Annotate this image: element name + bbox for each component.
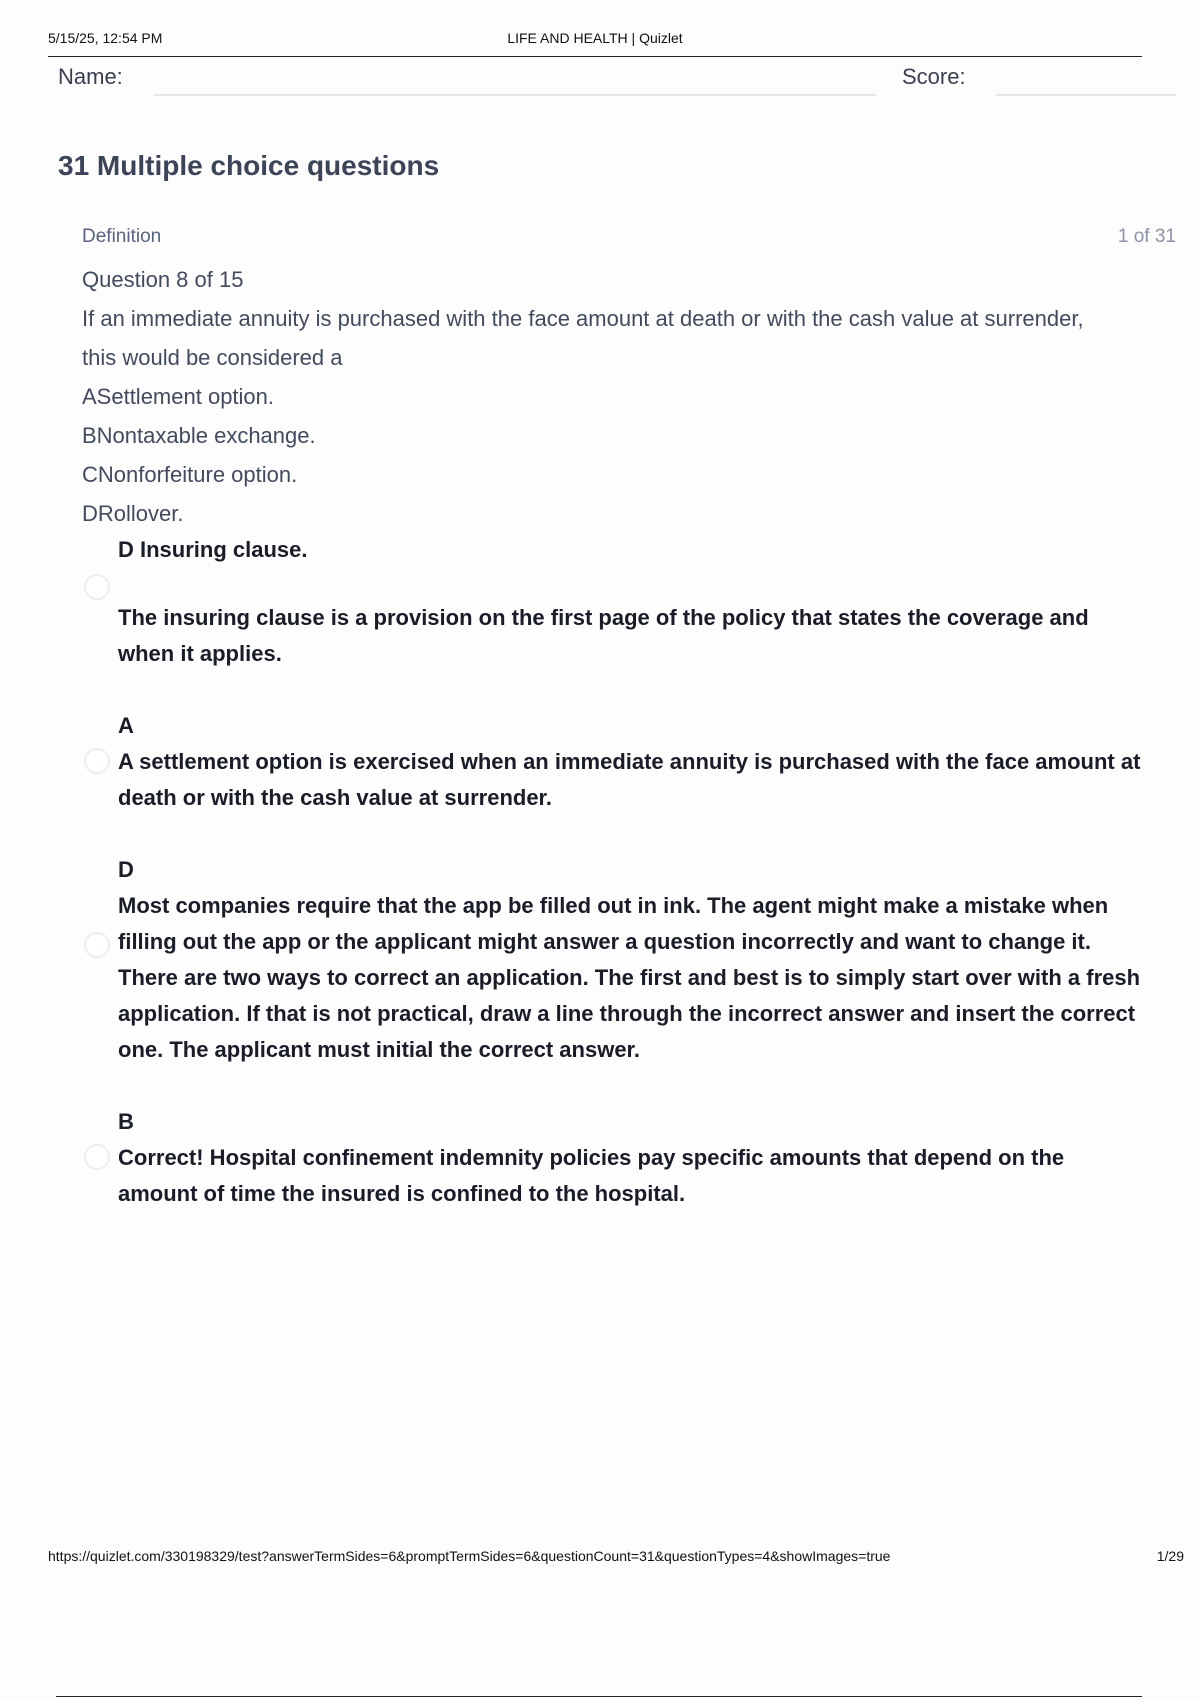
question-text: If an immediate annuity is purchased with the face amount at death or with the cash value at surrender, this would be considered a (82, 306, 1084, 370)
print-datetime: 5/15/25, 12:54 PM (48, 30, 163, 46)
question-option: ASettlement option. (82, 384, 275, 409)
section-title: 31 Multiple choice questions (58, 150, 440, 181)
answer-choice[interactable] (82, 708, 1142, 816)
question-counter: 1 of 31 (1117, 226, 1176, 247)
definition-label: Definition (82, 226, 162, 247)
bottom-divider (56, 1696, 1142, 1697)
print-page-title: LIFE AND HEALTH | Quizlet (507, 30, 683, 46)
score-label: Score: (902, 64, 966, 89)
answer-letter: D Insuring clause. (118, 537, 308, 562)
answer-letter: D (118, 857, 134, 882)
answer-text: A settlement option is exercised when an immediate annuity is purchased with the face amount at death or with the cash value at surrender. (118, 749, 1141, 810)
answer-text: Most companies require that the app be filled out in ink. The agent might make a mistake when filling out the app or the applicant might answer a question incorrectly and want to change it. There are two ways to correct an application. The first and best is to simply start over with a fresh application. If that is not practical, draw a line through the incorrect answer and insert the correct one. The applicant must initial the correct answer. (118, 893, 1141, 1062)
radio-button[interactable] (84, 748, 110, 774)
radio-button[interactable] (84, 574, 110, 600)
answer-choice[interactable] (82, 1104, 1142, 1212)
print-header (48, 30, 1142, 57)
question-number: Question 8 of 15 (82, 267, 244, 292)
answer-choice[interactable] (82, 852, 1142, 1068)
answer-letter: A (118, 713, 134, 738)
answer-letter: B (118, 1109, 134, 1134)
radio-button[interactable] (84, 1144, 110, 1170)
answer-text: The insuring clause is a provision on the first page of the policy that states the coverage and when it applies. (118, 605, 1089, 666)
question-option: BNontaxable exchange. (82, 423, 316, 448)
page-number: 1/29 (1156, 1548, 1184, 1564)
name-score-row (58, 64, 1176, 98)
question-card (82, 222, 1176, 533)
question-option: CNonforfeiture option. (82, 462, 298, 487)
radio-button[interactable] (84, 932, 110, 958)
answer-choices (82, 532, 1142, 1212)
question-option: DRollover. (82, 501, 184, 526)
question-body (82, 260, 1102, 533)
answer-text: Correct! Hospital confinement indemnity policies pay specific amounts that depend on the amount of time the insured is confined to the hospital. (118, 1145, 1065, 1206)
name-field[interactable] (154, 94, 876, 96)
score-field[interactable] (996, 94, 1176, 96)
page-url: https://quizlet.com/330198329/test?answerTermSides=6&promptTermSides=6&questionCount=31&questionTypes=4&showImages=true (48, 1548, 891, 1564)
name-label: Name: (58, 64, 123, 89)
answer-choice[interactable] (82, 532, 1142, 672)
